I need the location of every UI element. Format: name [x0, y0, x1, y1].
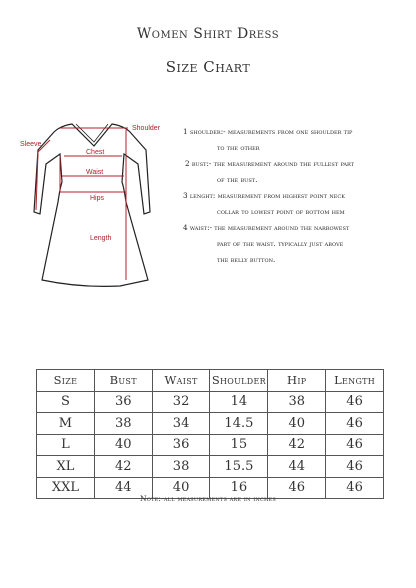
note-line: collar to lowest point of bottom hem [217, 207, 345, 216]
table-row [37, 434, 384, 456]
chest-label: Chest [86, 149, 105, 156]
length-label: Length [90, 235, 112, 242]
table-cell: 38 [268, 391, 326, 413]
table-cell: 46 [326, 477, 384, 499]
shoulder-label: Shoulder [132, 125, 161, 132]
table-cell: 40 [94, 434, 152, 456]
table-footnote: Note:-all measurements are in inches [139, 494, 277, 503]
hips-label: Hips [90, 195, 105, 202]
table-cell: 38 [152, 456, 210, 478]
table-cell: 14 [210, 391, 268, 413]
note-line: part of the waist. typically just above [217, 239, 344, 248]
table-cell: 44 [94, 477, 152, 499]
table-cell: 46 [326, 456, 384, 478]
table-cell: 40 [152, 477, 210, 499]
note-line: 3 lenght: measurement from highest point neck [183, 191, 345, 200]
column-header-bust: Bust [94, 370, 152, 392]
page-title: Women Shirt Dress [136, 26, 280, 42]
table-cell: 46 [326, 391, 384, 413]
column-header-waist: Waist [152, 370, 210, 392]
column-header-shoulder: Shoulder [210, 370, 268, 392]
column-header-size: Size [37, 370, 95, 392]
table-cell: 44 [268, 456, 326, 478]
table-cell: XL [37, 456, 95, 478]
note-line: 2 bust:- the measurement around the fullest part [185, 159, 355, 168]
table-cell: 46 [326, 413, 384, 435]
sleeve-label: Sleeve [20, 141, 42, 148]
table-cell: 46 [326, 434, 384, 456]
note-line: of the bust. [217, 175, 258, 184]
table-row [37, 456, 384, 478]
dress-illustration [20, 112, 180, 302]
table-cell: 15.5 [210, 456, 268, 478]
note-line: the belly button. [217, 255, 276, 264]
note-line: 4 waist:- the measurement around the narrowest [183, 223, 350, 232]
table-cell: 34 [152, 413, 210, 435]
table-cell: 36 [152, 434, 210, 456]
table-row [37, 413, 384, 435]
table-cell: 14.5 [210, 413, 268, 435]
table-cell: S [37, 391, 95, 413]
table-cell: 15 [210, 434, 268, 456]
column-header-hip: Hip [268, 370, 326, 392]
column-header-length: Length [326, 370, 384, 392]
note-line: to the other [217, 143, 260, 152]
table-cell: 36 [94, 391, 152, 413]
table-cell: 40 [268, 413, 326, 435]
table-cell: 46 [268, 477, 326, 499]
size-table [36, 369, 384, 499]
page-subtitle: Size Chart [165, 58, 251, 76]
table-cell: 32 [152, 391, 210, 413]
table-cell: 38 [94, 413, 152, 435]
table-body [37, 391, 384, 499]
table-cell: 16 [210, 477, 268, 499]
table-cell: M [37, 413, 95, 435]
table-cell: 42 [268, 434, 326, 456]
table-row [37, 391, 384, 413]
measurement-notes [183, 124, 413, 268]
table-header-row [37, 370, 384, 392]
note-line: 1 shoulder:- measurements from one shoulder tip [183, 127, 353, 136]
table-cell: XXL [37, 477, 95, 499]
table-cell: 42 [94, 456, 152, 478]
waist-label: Waist [86, 169, 104, 176]
table-cell: L [37, 434, 95, 456]
dress-measurement-figure [20, 112, 180, 302]
